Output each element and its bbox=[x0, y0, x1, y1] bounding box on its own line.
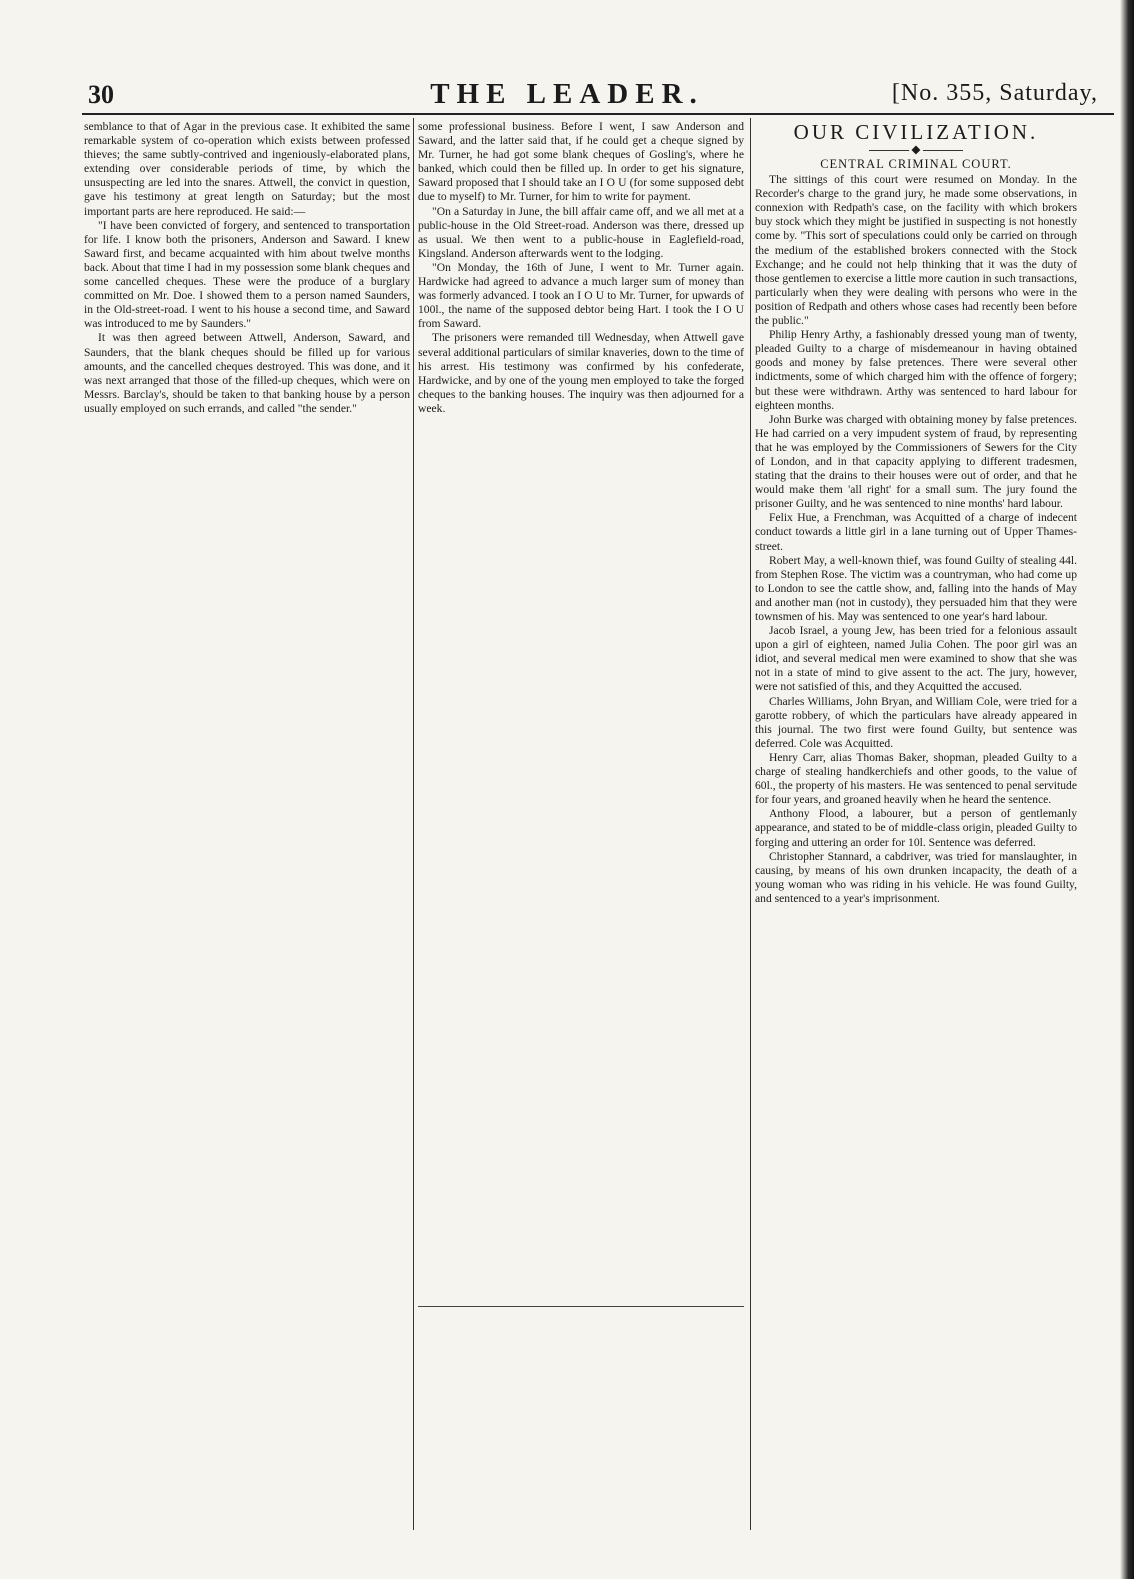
paragraph: semblance to that of Agar in the previous case. It exhibited the same remarkable system of co-operation which exists between professed thieves; the same subtly-contrived and ingeniously-elaborated plans, extending over considerable periods of time, by which the unsuspecting are led into the snares. Attwell, the convict in question, gave his testimony at great length on Saturday; but the most important parts are here reproduced. He said:— bbox=[84, 120, 410, 218]
section-subhead: CENTRAL CRIMINAL COURT. bbox=[820, 157, 1012, 171]
column-end-rule bbox=[418, 1306, 744, 1307]
paragraph: The prisoners were remanded till Wednesday, when Attwell gave several additional particulars of similar knaveries, down to the time of his arrest. His testimony was confirmed by his confederate, Hardwicke, and by one of the young men employed to take the forged cheques to the banking houses. The inquiry was then adjourned for a week. bbox=[418, 331, 744, 415]
column-3 bbox=[755, 120, 1077, 1530]
paragraph: John Burke was charged with obtaining money by false pretences. He had carried on a very impudent system of fraud, by representing that he was employed by the Commissioners of Sewers for the City of London, and in that capacity applying to different tradesmen, stating that the drains to their houses were out of order, and that he would make them 'all right' for a small sum. The jury found the prisoner Guilty, and he was sentenced to nine months' hard labour. bbox=[755, 412, 1077, 511]
column-divider bbox=[413, 118, 414, 1530]
paragraph: "On Monday, the 16th of June, I went to Mr. Turner again. Hardwicke had agreed to advance a much larger sum of money than was formerly advanced. I took an I O U to Mr. Turner, for upwards of 100l., the name of the supposed debtor being Hart. I took the I O U from Saward. bbox=[418, 260, 744, 331]
paragraph: Jacob Israel, a young Jew, has been tried for a felonious assault upon a girl of eighteen, named Julia Cohen. The poor girl was an idiot, and several medical men were examined to show that she was not in a state of mind to give assent to the act. The jury, however, were not satisfied of this, and they Acquitted the accused. bbox=[755, 624, 1077, 694]
paragraph: Anthony Flood, a labourer, but a person of gentlemanly appearance, and stated to be of middle-class origin, pleaded Guilty to forging and uttering an order for 10l. Sentence was deferred. bbox=[755, 807, 1077, 849]
paragraph: Charles Williams, John Bryan, and William Cole, were tried for a garotte robbery, of which the particulars have already appeared in this journal. The two first were found Guilty, but sentence was deferred. Cole was Acquitted. bbox=[755, 694, 1077, 750]
section-title: OUR CIVILIZATION. bbox=[793, 120, 1039, 144]
paragraph: Felix Hue, a Frenchman, was Acquitted of a charge of indecent conduct towards a little girl in a lane turning out of Upper Thames-street. bbox=[755, 511, 1077, 553]
page-number: 30 bbox=[88, 80, 114, 109]
paragraph: Robert May, a well-known thief, was found Guilty of stealing 44l. from Stephen Rose. The victim was a countryman, who had come up to London to see the cattle show, and, falling into the hands of May and another man (not in custody), they persuaded him that they were townsmen of his. May was sentenced to one year's hard labour. bbox=[755, 553, 1077, 623]
column-1 bbox=[84, 120, 410, 1530]
column-2 bbox=[418, 120, 744, 1310]
ornament-rule: ◆ bbox=[755, 147, 1077, 153]
column-divider bbox=[750, 118, 751, 1530]
publication-title: THE LEADER. bbox=[430, 78, 704, 110]
page-edge-shadow bbox=[1120, 0, 1134, 1579]
header-rule bbox=[82, 113, 1114, 115]
paragraph: some professional business. Before I went, I saw Anderson and Saward, and the latter said that, if he could get a cheque signed by Mr. Turner, he had got some blank cheques of Gosling's, where he banked, which could then be filled up. In order to get his signature, Saward proposed that I should take an I O U (for some supposed debt due to myself) to Mr. Turner, for him to write for payment. bbox=[418, 120, 744, 204]
issue-info: [No. 355, Saturday, bbox=[891, 80, 1098, 106]
paragraph: "On a Saturday in June, the bill affair came off, and we all met at a public-house in the Old Street-road. Anderson was there, dressed up as usual. We then went to a public-house in Eaglefield-road, Kingsland. Anderson afterwards went to the lodging. bbox=[418, 204, 744, 260]
paragraph: "I have been convicted of forgery, and sentenced to transportation for life. I know both the prisoners, Anderson and Saward. I knew Saward first, and became acquainted with him about twelve months back. About that time I had in my possession some blank cheques and some cancelled cheques. These were the produce of a burglary committed on Mr. Doe. I showed them to a person named Saunders, in the Old-street-road. I went to his house a second time, and Saward was introduced to me by Saunders." bbox=[84, 218, 410, 331]
paragraph: The sittings of this court were resumed on Monday. In the Recorder's charge to the grand jury, he made some observations, in connexion with Redpath's case, on the facility with which brokers buy stock which they might be justified in suspecting is not honestly come by. "This sort of speculations could only be carried on through the medium of the established brokers connected with the Stock Exchange; and he could not help thinking that it was the duty of those gentlemen to exercise a little more caution in such transactions, particularly when they were dealing with persons who were in the position of Redpath and others whose cases had recently been before the public." bbox=[755, 173, 1077, 328]
paragraph: Christopher Stannard, a cabdriver, was tried for manslaughter, in causing, by means of his own drunken incapacity, the death of a young woman who was riding in his vehicle. He was found Guilty, and sentenced to a year's imprisonment. bbox=[755, 849, 1077, 905]
paragraph: Henry Carr, alias Thomas Baker, shopman, pleaded Guilty to a charge of stealing handkerchiefs and other goods, to the value of 60l., the property of his masters. He was sentenced to penal servitude for four years, and groaned heavily when he heard the sentence. bbox=[755, 750, 1077, 807]
paragraph: Philip Henry Arthy, a fashionably dressed young man of twenty, pleaded Guilty to a charge of misdemeanour in having obtained goods and money by false pretences. There were several other indictments, some of which charged him with the offence of forgery; but these were withdrawn. Arthy was sentenced to hard labour for eighteen months. bbox=[755, 328, 1077, 412]
paragraph: It was then agreed between Attwell, Anderson, Saward, and Saunders, that the blank cheques should be filled up for various amounts, and the cancelled cheques destroyed. This was done, and it was next arranged that those of the filled-up cheques, which were on Messrs. Barclay's, should be taken to that banking house by a person usually employed on such errands, and called "the sender." bbox=[84, 331, 410, 415]
